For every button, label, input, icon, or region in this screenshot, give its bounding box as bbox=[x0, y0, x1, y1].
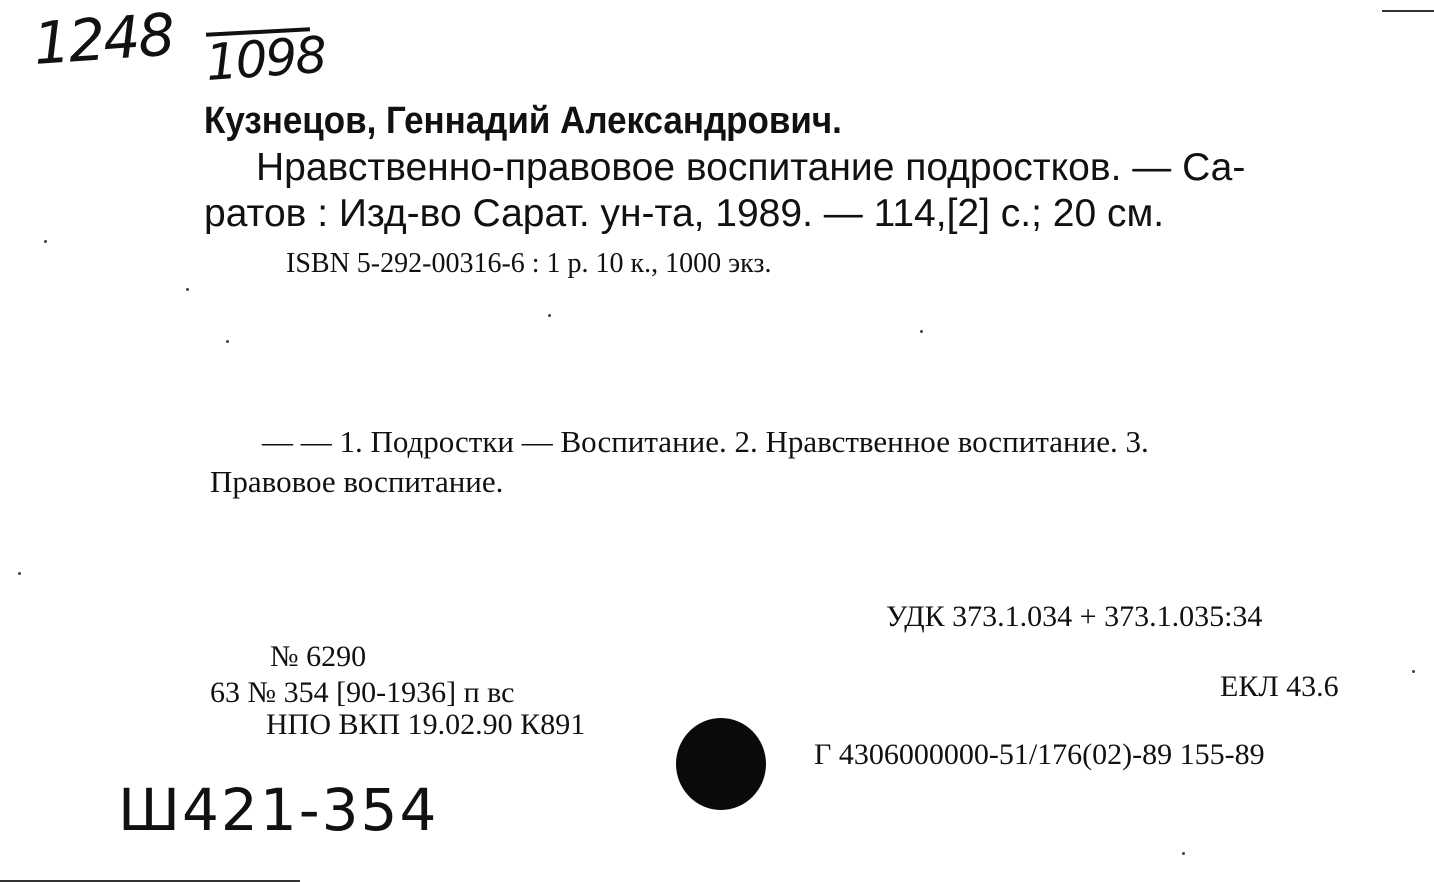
punch-hole bbox=[676, 718, 766, 810]
card-number: № 6290 bbox=[270, 640, 367, 673]
g-code: Г 4306000000-51/176(02)-89 155-89 bbox=[814, 738, 1265, 771]
print-speck bbox=[1412, 670, 1415, 673]
print-speck bbox=[44, 240, 47, 243]
author-heading: Кузнецов, Геннадий Александрович. bbox=[204, 100, 842, 142]
print-speck bbox=[18, 572, 21, 575]
handwritten-inventory-number: 1098 bbox=[203, 25, 327, 92]
npo-line: НПО ВКП 19.02.90 К891 bbox=[266, 708, 586, 741]
isbn-line: ISBN 5-292-00316-6 : 1 р. 10 к., 1000 экз. bbox=[286, 248, 772, 279]
handwritten-call-number: 1248 bbox=[31, 0, 176, 79]
title-line-1: Нравственно-правовое воспитание подростков. — Са- bbox=[256, 146, 1246, 189]
print-speck bbox=[226, 340, 229, 343]
order-line: 63 № 354 [90-1936] п вс bbox=[210, 676, 515, 709]
print-speck bbox=[1182, 852, 1185, 855]
title-line-2: ратов : Изд-во Сарат. ун-та, 1989. — 114,[2] с.; 20 см. bbox=[204, 192, 1165, 235]
ekl-code: ЕКЛ 43.6 bbox=[1220, 670, 1339, 703]
udk-code: УДК 373.1.034 + 373.1.035:34 bbox=[886, 600, 1263, 633]
card-edge-mark-top bbox=[1382, 10, 1434, 12]
subject-headings-line-2: Правовое воспитание. bbox=[210, 464, 504, 499]
print-speck bbox=[920, 330, 923, 333]
print-speck bbox=[548, 314, 551, 317]
print-speck bbox=[186, 288, 189, 291]
handwritten-shelf-mark: Ш421-354 bbox=[118, 776, 439, 844]
subject-headings-line-1: — — 1. Подростки — Воспитание. 2. Нравственное воспитание. 3. bbox=[262, 424, 1149, 459]
